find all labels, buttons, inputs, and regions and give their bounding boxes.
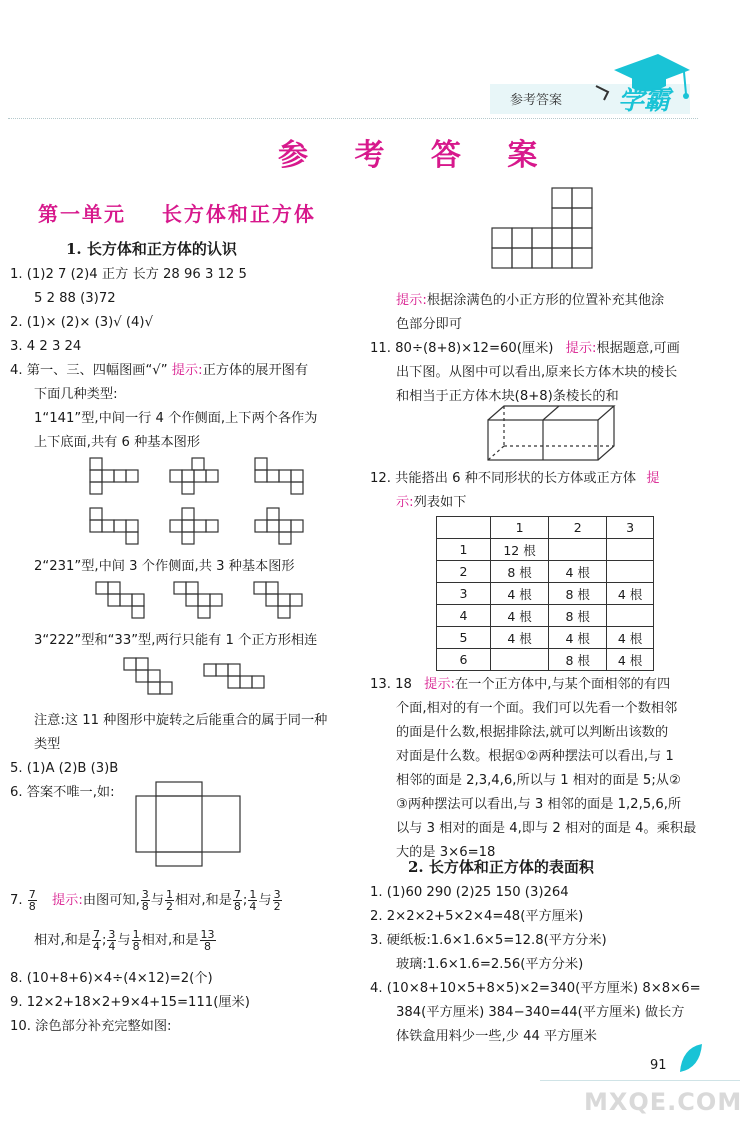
table-cell: 4 根 — [607, 583, 654, 605]
table-cell — [607, 561, 654, 583]
table-header-cell: 3 — [607, 517, 654, 539]
answer-line: 注意:这 11 种图形中旋转之后能重合的属于同一种 — [34, 713, 328, 728]
answer-line: 3“222”型和“33”型,两行只能有 1 个正方形相连 — [34, 633, 318, 648]
two-cubes-figure — [484, 404, 634, 464]
answer-line — [396, 494, 466, 512]
answer-line: 3. 硬纸板:1.6×1.6×5=12.8(平方分米) — [370, 933, 607, 948]
table-cell: 4 根 — [549, 561, 607, 583]
answer-line: ③两种摆法可以看出,与 3 相邻的面是 1,2,5,6,所 — [396, 797, 682, 812]
answer-line: 的面是什么数,根据排除法,就可以判断出该数的 — [396, 725, 669, 740]
answer-line: 384(平方厘米) 384−340=44(平方厘米) 做长方 — [396, 1005, 685, 1020]
answer-line: 以与 3 相对的面是 4,即与 2 相对的面是 4。乘积最 — [396, 821, 697, 836]
cube-net-figure — [120, 654, 280, 704]
fraction — [233, 889, 242, 912]
answer-line: 色部分即可 — [396, 317, 462, 332]
cube-net-figure — [90, 578, 330, 628]
fraction — [248, 889, 257, 912]
table-cell — [607, 539, 654, 561]
question-number: 7. — [10, 893, 23, 908]
table-row — [437, 561, 654, 583]
logo-text: 学霸 — [618, 86, 671, 116]
table-row — [437, 627, 654, 649]
answer-line: 对面是什么数。根据①②两种摆法可以看出,与 1 — [396, 749, 674, 764]
answer-line: 出下图。从图中可以看出,原来长方体木块的棱长 — [396, 365, 678, 380]
answer-text: 相对,和是 — [34, 933, 91, 948]
table-header-cell: 2 — [549, 517, 607, 539]
answer-text: 由图可知, — [82, 893, 140, 908]
answer-line: 相邻的面是 2,3,4,6,所以与 1 相对的面是 5;从② — [396, 773, 681, 788]
denominator: 8 — [233, 899, 241, 913]
answer-line: 10. 涂色部分补充完整如图: — [10, 1019, 172, 1034]
answer-line: 个面,相对的有一个面。我们可以先看一个数相邻 — [396, 701, 678, 716]
answer-line — [370, 470, 660, 488]
table-cell: 1 — [437, 539, 491, 561]
numerator: 3 — [273, 887, 281, 901]
answer-line: 大的是 3×6=18 — [396, 845, 496, 860]
cuboid-net-figure — [134, 780, 246, 870]
denominator: 4 — [92, 939, 100, 953]
answer-line: 8. (10+8+6)×4÷(4×12)=2(个) — [10, 971, 213, 986]
denominator: 4 — [249, 899, 257, 913]
answer-text: 相对,和是 — [141, 933, 199, 948]
answer-line: 4. (10×8+10×5+8×5)×2=340(平方厘米) 8×8×6= — [370, 981, 701, 996]
table-cell: 4 根 — [549, 627, 607, 649]
section-title: 2. 长方体和正方体的表面积 — [408, 858, 594, 876]
answer-line: 5 2 88 (3)72 — [34, 291, 116, 306]
hint-label: 示: — [396, 495, 414, 510]
table-cell: 4 根 — [490, 583, 548, 605]
answer-line: 1. (1)60 290 (2)25 150 (3)264 — [370, 885, 569, 900]
answer-line: 9. 12×2+18×2+9×4+15=111(厘米) — [10, 995, 250, 1010]
footer-divider — [540, 1080, 740, 1081]
table-cell: 4 根 — [607, 627, 654, 649]
answer-line: 1“141”型,中间一行 4 个作侧面,上下两个各作为 — [34, 411, 318, 426]
answer-line: 上下底面,共有 6 种基本图形 — [34, 435, 201, 450]
answer-line — [34, 928, 217, 954]
answer-line: 3. 4 2 3 24 — [10, 339, 82, 354]
answer-text: 4. 第一、三、四幅图画“√” — [10, 363, 168, 378]
table-cell: 6 — [437, 649, 491, 671]
answer-line: 类型 — [34, 737, 61, 752]
hint-label: 提示: — [565, 341, 597, 356]
answer-text: 在一个正方体中,与某个面相邻的有四 — [454, 677, 671, 692]
shape-count-table — [436, 516, 654, 671]
answer-line: 6. 答案不唯一,如: — [10, 785, 115, 800]
numerator: 7 — [28, 887, 36, 901]
answer-line: 体铁盒用料少一些,少 44 平方厘米 — [396, 1029, 597, 1044]
fraction — [92, 929, 101, 952]
answer-text: 11. 80÷(8+8)×12=60(厘米) — [370, 341, 554, 356]
answer-text: 根据题意,可画 — [596, 341, 680, 356]
denominator: 4 — [108, 939, 116, 953]
hint-label: 提示: — [52, 893, 83, 908]
denominator: 8 — [132, 939, 140, 953]
table-cell: 4 根 — [490, 627, 548, 649]
answer-line: 和相当于正方体木块(8+8)条棱长的和 — [396, 389, 619, 404]
answer-text: 12. 共能搭出 6 种不同形状的长方体或正方体 — [370, 471, 637, 486]
answer-line: 2. (1)× (2)× (3)√ (4)√ — [10, 315, 153, 330]
answer-text: ; — [242, 893, 248, 908]
denominator: 8 — [204, 939, 212, 953]
numerator: 3 — [108, 927, 116, 941]
table-cell — [549, 539, 607, 561]
answer-line — [370, 676, 670, 694]
table-header-cell — [437, 517, 491, 539]
hint-label: 提 — [646, 471, 660, 486]
section-title: 1. 长方体和正方体的认识 — [66, 240, 237, 258]
fraction — [273, 889, 282, 912]
numerator: 13 — [200, 927, 215, 941]
table-cell: 8 根 — [549, 649, 607, 671]
table-cell: 5 — [437, 627, 491, 649]
numerator: 1 — [132, 927, 140, 941]
table-cell: 3 — [437, 583, 491, 605]
table-header-cell: 1 — [490, 517, 548, 539]
fraction — [28, 889, 37, 912]
numerator: 3 — [141, 887, 149, 901]
table-row — [437, 649, 654, 671]
denominator: 8 — [141, 899, 149, 913]
answer-text: 正方体的展开图有 — [202, 363, 309, 378]
cube-net-figure — [488, 186, 618, 282]
answer-text: 与 — [117, 933, 131, 948]
numerator: 1 — [249, 887, 257, 901]
hint-label: 提示: — [424, 677, 455, 692]
table-cell: 4 — [437, 605, 491, 627]
answer-line: 下面几种类型: — [34, 387, 118, 402]
table-cell — [490, 649, 548, 671]
table-cell: 8 根 — [490, 561, 548, 583]
fraction — [107, 929, 116, 952]
table-row — [437, 583, 654, 605]
answer-line: 2“231”型,中间 3 个作侧面,共 3 种基本图形 — [34, 559, 295, 574]
answer-line — [10, 362, 308, 380]
answer-text: 13. 18 — [370, 677, 412, 692]
hint-label: 提示: — [171, 363, 203, 378]
answer-line — [370, 340, 680, 358]
table-cell: 8 根 — [549, 605, 607, 627]
table-header-row — [437, 517, 654, 539]
table-row — [437, 605, 654, 627]
page-number: 91 — [650, 1058, 667, 1073]
fraction — [165, 889, 174, 912]
page-title: 参 考 答 案 — [278, 138, 556, 173]
answer-text: 与 — [258, 893, 272, 908]
answer-text: 相对,和是 — [174, 893, 232, 908]
answer-line — [10, 888, 283, 914]
numerator: 1 — [165, 887, 173, 901]
table-cell: 2 — [437, 561, 491, 583]
answer-line: 5. (1)A (2)B (3)B — [10, 761, 119, 776]
fraction — [132, 929, 141, 952]
header-label: 参考答案 — [510, 93, 563, 108]
answer-text: 与 — [150, 893, 164, 908]
table-cell: 4 根 — [607, 649, 654, 671]
answer-text: ; — [101, 933, 107, 948]
answer-line: 2. 2×2×2+5×2×4=48(平方厘米) — [370, 909, 584, 924]
fraction — [200, 929, 216, 952]
answer-line — [396, 292, 664, 310]
table-row — [437, 539, 654, 561]
denominator: 2 — [273, 899, 281, 913]
hint-label: 提示: — [396, 293, 427, 308]
answer-text: 根据涂满色的小正方形的位置补充其他涂 — [426, 293, 665, 308]
table-cell: 12 根 — [490, 539, 548, 561]
numerator: 7 — [233, 887, 241, 901]
denominator: 2 — [165, 899, 173, 913]
table-cell: 4 根 — [490, 605, 548, 627]
unit-title: 第一单元 长方体和正方体 — [38, 202, 316, 226]
answer-line: 1. (1)2 7 (2)4 正方 长方 28 96 3 12 5 — [10, 267, 247, 282]
fraction — [141, 889, 150, 912]
table-cell — [607, 605, 654, 627]
numerator: 7 — [92, 927, 100, 941]
leaf-icon — [676, 1040, 706, 1076]
denominator: 8 — [28, 899, 36, 913]
table-cell: 8 根 — [549, 583, 607, 605]
cube-net-figure — [80, 456, 320, 556]
answer-line: 玻璃:1.6×1.6=2.56(平方分米) — [396, 957, 584, 972]
watermark: MXQE.COM — [584, 1088, 743, 1116]
answer-text: 列表如下 — [413, 495, 467, 510]
